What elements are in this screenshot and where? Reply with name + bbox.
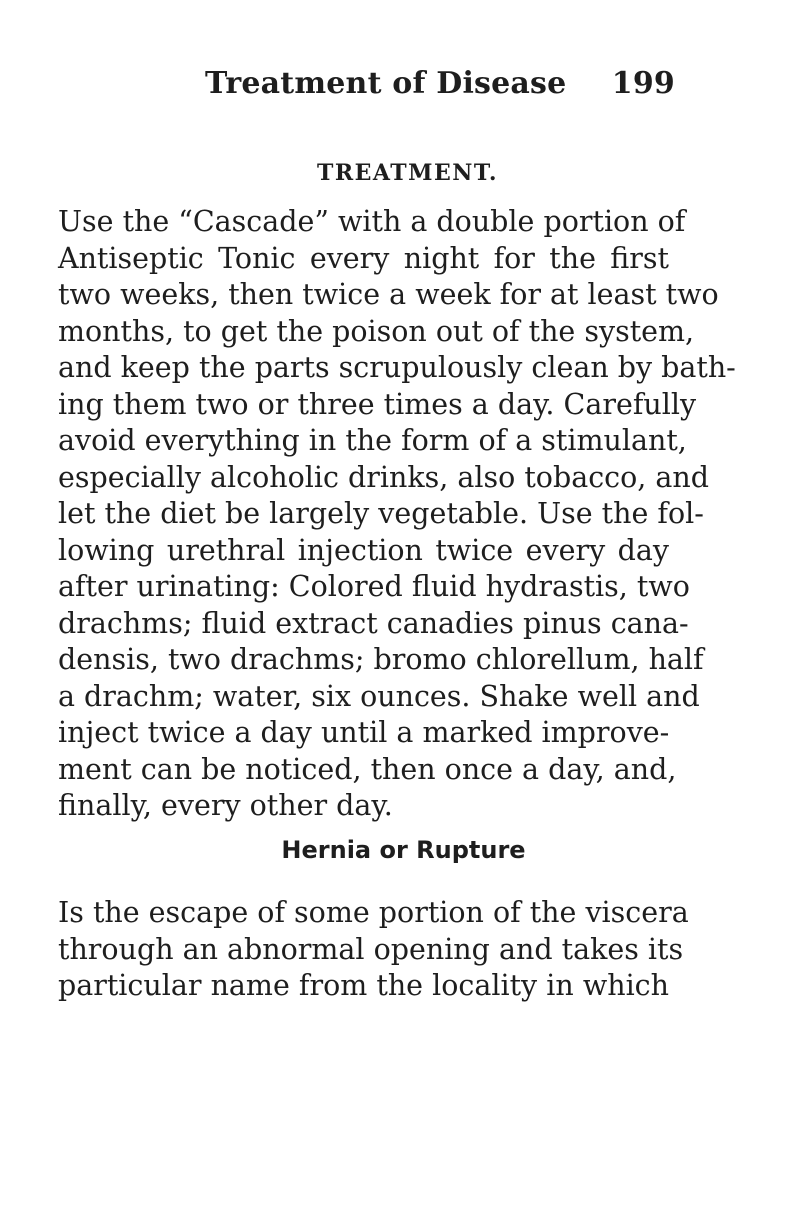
text-line: particular name from the locality in which — [58, 969, 669, 1002]
text-line: ment can be noticed, then once a day, and, — [58, 752, 677, 786]
text-line: drachms; fluid extract canadies pinus cana- — [58, 606, 689, 640]
running-head — [205, 62, 675, 106]
text-line: a drachm; water, six ounces. Shake well and — [58, 679, 700, 713]
section-heading: TREATMENT. — [316, 160, 499, 186]
text-line: densis, two drachms; bromo chlorellum, half — [58, 643, 704, 676]
text-line: and keep the parts scrupulously clean by bath- — [58, 351, 736, 384]
treatment-paragraph — [58, 204, 736, 825]
text-line: avoid everything in the form of a stimulant, — [58, 424, 687, 457]
page-number: 199 — [611, 66, 675, 101]
text-line: Antiseptic Tonic every night for the first — [58, 241, 669, 275]
text-line: finally, every other day. — [58, 789, 393, 822]
text-line: let the diet be largely vegetable. Use the fol- — [58, 497, 704, 530]
hernia-paragraph — [58, 895, 689, 1005]
text-line: Use the “Cascade” with a double portion of — [58, 205, 686, 238]
text-line: two weeks, then twice a week for at least two — [58, 278, 719, 311]
subsection-heading: Hernia or Rupture — [281, 836, 526, 864]
running-title: Treatment of Disease — [205, 66, 567, 101]
text-line: after urinating: Colored fluid hydrastis, two — [58, 570, 690, 603]
text-line: inject twice a day until a marked improve- — [58, 716, 670, 749]
text-line: through an abnormal opening and takes its — [58, 932, 684, 966]
text-line: especially alcoholic drinks, also tobacco, and — [58, 460, 709, 494]
text-line: Is the escape of some portion of the viscera — [58, 896, 689, 929]
text-line: months, to get the poison out of the system, — [58, 314, 695, 348]
text-line: lowing urethral injection twice every day — [58, 533, 669, 567]
text-line: ing them two or three times a day. Carefully — [58, 387, 697, 421]
